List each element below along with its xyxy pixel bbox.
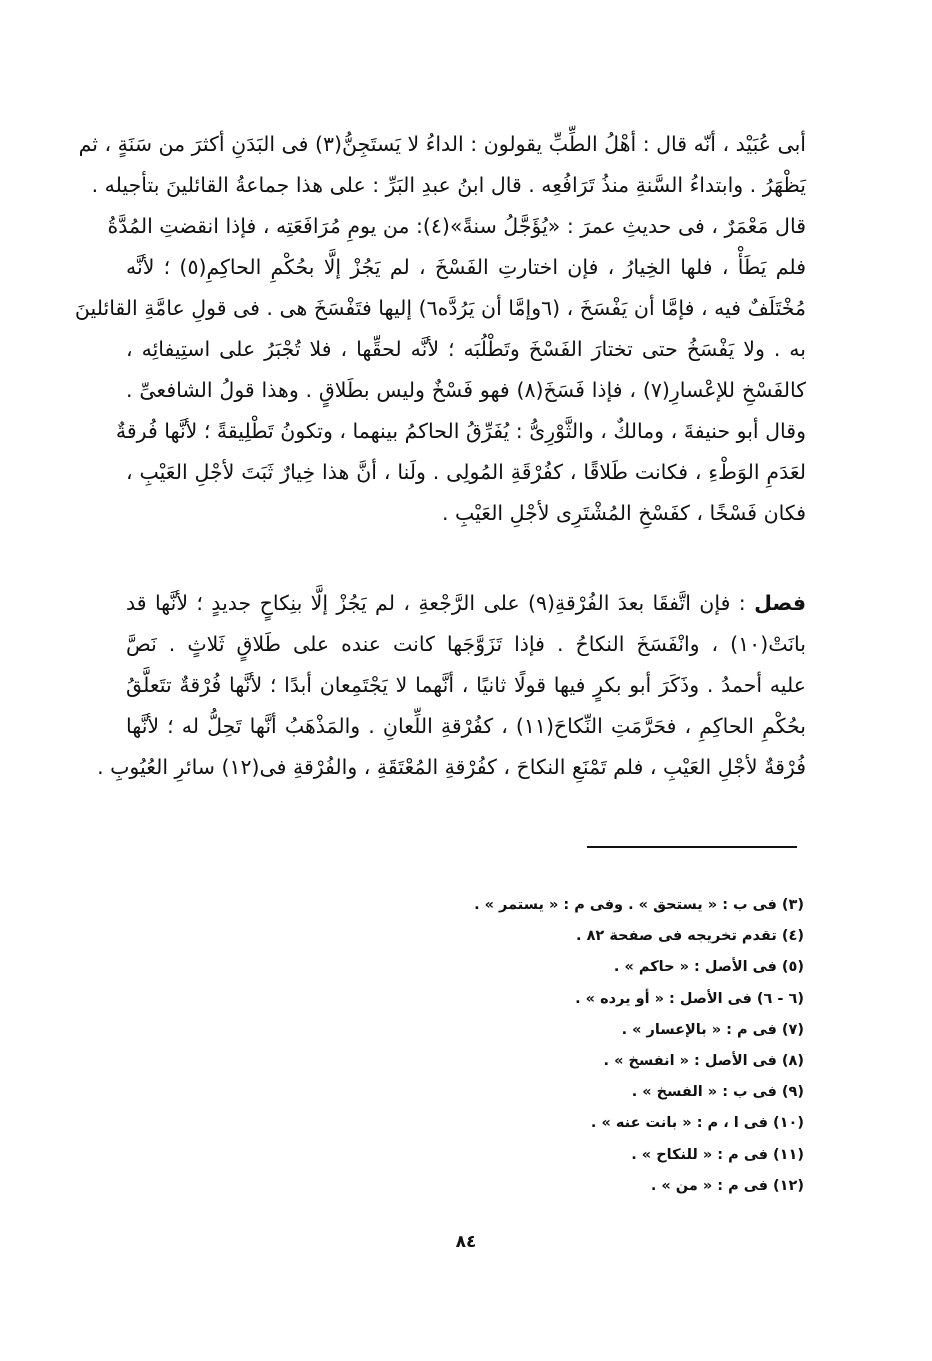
- footnote: (٣) فى ب : « يستحق » . وفى م : « يستمر » .: [474, 897, 804, 913]
- text-line: به . ولا يَفْسَخُ حتى تختارَ الفَسْخَ وتَطْلُبَه ؛ لأنَّه لحقِّها ، فلا تُجْبَرُ على استِيفائِه ،: [126, 337, 806, 361]
- text-line: مُخْتَلَفٌ فيه ، فإمَّا أن يَفْسَخَ ، (٦وإمَّا أن يَرُدَّه٦) إليها فتَفْسَخَ هى . فى قولِ عامَّةِ القائلينَ: [74, 296, 806, 320]
- section-heading: فصل: [754, 591, 806, 615]
- text-line: فُرْقةٌ لأجْلِ العَيْبِ ، فلم تَمْنَعِ النكاحَ ، كفُرْقةِ المُعْتَقَةِ ، والفُرْقةِ فى(١٢) سائرِ العُيُوبِ .: [97, 755, 806, 779]
- footnote: (٩) فى ب : « الفسخ » .: [631, 1084, 804, 1101]
- text-line: كالفَسْخِ للإعْسارِ(٧) ، فإذا فَسَخَ(٨) فهو فَسْخٌ وليس بطَلاقٍ . وهذا قولُ الشافعىِّ .: [126, 378, 806, 402]
- text-line: بانَتْ(١٠) ، وانْفَسَخَ النكاحُ . فإذا تَزَوَّجَها كانت عنده على طَلاقٍ ثَلاثٍ . نَصَّ: [126, 632, 806, 656]
- text-line: وقال أبو حنيفةَ ، ومالكٌ ، والثَّوْرِىُّ : يُفَرِّقُ الحاكمُ بينهما ، وتكونُ تَطْلِيقةً ؛ لأنَّها فُرقةٌ: [115, 419, 806, 443]
- text-line-with-section-heading: [126, 583, 806, 624]
- text-line: لعَدَمِ الوَطْءِ ، فكانت طَلاقًا ، كفُرْقَةِ المُولِى . ولَنا ، أنَّ هذا خِيارٌ ثَبَتَ لأجْلِ العَيْبِ ،: [126, 460, 806, 484]
- footnote: (٤) تقدم تخريجه فى صفحة ٨٢ .: [576, 928, 804, 945]
- footnotes-list: [404, 890, 804, 1202]
- text-line: فكان فَسْخًا ، كفَسْخِ المُشْتَرِى لأجْلِ العَيْبِ .: [441, 501, 806, 525]
- page-number: ٨٤: [455, 1232, 477, 1252]
- text-line: أبى عُبَيْد ، أنّه قال : أهْلُ الطِّبِّ يقولون : الداءُ لا يَستَجِنُّ(٣) فى البَدَنِ أكثرَ من سَنَةٍ ، ثم: [78, 132, 806, 156]
- text-line-rest: : فإن اتَّفقَا بعدَ الفُرْقةِ(٩) على الرَّجْعةِ ، لم يَجُزْ إلَّا بنِكاحٍ جديدٍ ؛ لأنَّها قد: [126, 591, 755, 615]
- text-line: بحُكْمِ الحاكِمِ ، فحَرَّمَتِ النِّكاحَ(١١) ، كفُرْقةِ اللِّعانِ . والمَذْهَبُ أنَّها تَحِلُّ له ؛ لأنَّها: [126, 714, 806, 738]
- footnote-separator: [587, 846, 797, 848]
- main-paragraph-1: [74, 124, 806, 534]
- footnote: (١٢) فى م : « من » .: [650, 1177, 804, 1194]
- footnote: (٦ - ٦) فى الأصل : « أو يرده » .: [575, 990, 804, 1007]
- footnote: (١١) فى م : « للنكاح » .: [631, 1146, 804, 1163]
- footnote: (٨) فى الأصل : « انفسخ » .: [603, 1052, 804, 1069]
- footnote: (٧) فى م : « بالإعسار » .: [621, 1021, 804, 1038]
- footnote: (١٠) فى ا ، م : « بانت عنه » .: [590, 1115, 804, 1132]
- text-line: يَظْهَرُ . وابتداءُ السَّنةِ منذُ تَرَافُعِه . قال ابنُ عبدِ البَرِّ : على هذا جماعةُ القائلينَ بتأجيله .: [91, 173, 806, 197]
- text-line: قال مَعْمَرٌ ، فى حديثِ عمرَ : «يُؤَجَّلُ سنةً»(٤): من يومِ مُرَافَعَتِه ، فإذا انقضتِ المُدَّةُ: [107, 214, 806, 238]
- text-line: عليه أحمدُ . وذَكَرَ أبو بكرٍ فيها قولًا ثانيًا ، أنَّهما لا يَجْتَمِعان أبدًا ؛ لأنَّها فُرْقةٌ تتَعلَّقُ: [126, 673, 806, 697]
- main-paragraph-2: [97, 583, 806, 788]
- text-line: فلم يَطَأْ ، فلها الخِيارُ ، فإن اختارتِ الفَسْخَ ، لم يَجُزْ إلَّا بحُكْمِ الحاكِمِ(٥) ؛ لأنَّه: [126, 255, 806, 279]
- footnote: (٥) فى الأصل : « حاكم » .: [613, 959, 804, 976]
